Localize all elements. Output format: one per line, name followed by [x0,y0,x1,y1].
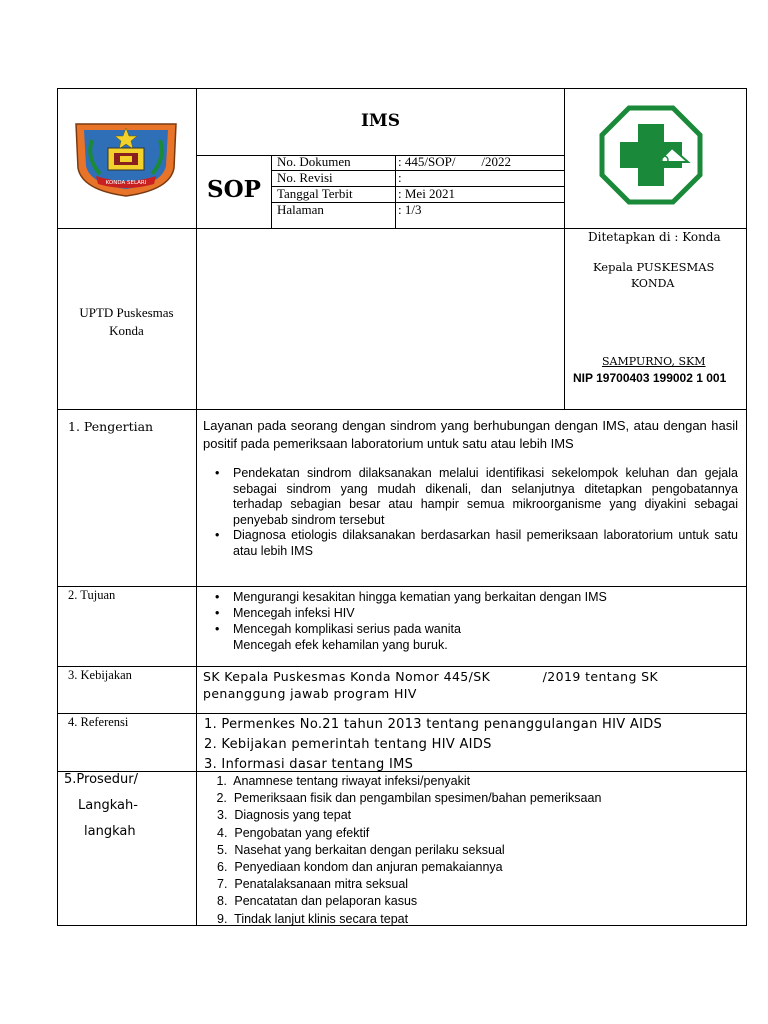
table-border-right [746,88,747,926]
list-item: 1. Anamnese tentang riwayat infeksi/penyakit [213,774,471,788]
kepala-line2: KONDA [631,277,675,290]
list-item: 3. Diagnosis yang tepat [217,808,352,823]
signer-nip: NIP 19700403 199002 1 001 [573,371,727,385]
document-title: IMS [360,111,401,131]
prosedur-list [213,773,601,928]
field-value-no-revisi: : [398,170,402,185]
section-label-prosedur-line1: 5.Prosedur/ [64,772,139,787]
field-value-tanggal-terbit: : Mei 2021 [398,186,456,201]
fields-divider [395,155,396,228]
list-item: • Pendekatan sindrom dilaksanakan melalui identifikasi sekelompok keluhan dan gejala sebagai sindrom yang mudah dikenali, dan selanjutnya ditetapkan pengobatannya terhadap sebagian besar atau hampir semua mikroorganisme yang diyakini sebagai penyebab sindrom tersebut [215,466,738,528]
header-right-divider [564,88,565,409]
unit-name-line1: UPTD Puskesmas [79,305,174,320]
list-item: 8. Pencatatan dan pelaporan kasus [217,894,418,909]
tujuan-bullet-list [215,589,738,637]
tujuan-extra-line: Mencegah efek kehamilan yang buruk. [233,638,448,652]
regional-emblem-logo [70,118,182,198]
unit-name-line2: Konda [109,323,144,338]
list-item: • Mencegah infeksi HIV [215,605,738,621]
field-value-no-dokumen: : 445/SOP/ /2022 [398,154,512,169]
row-line-pengertian [57,586,747,587]
kebijakan-line1: SK Kepala Puskesmas Konda Nomor 445/SK /2019 tentang SK [203,669,659,684]
list-item: 5. Nasehat yang berkaitan dengan perilaku seksual [217,842,505,857]
list-item: 6. Penyediaan kondom dan anjuran pemakaiannya [217,860,503,875]
column-divider [196,88,197,926]
list-item: 1. Permenkes No.21 tahun 2013 tentang penanggulangan HIV AIDS [204,717,663,732]
section-label-prosedur-line2: Langkah- [78,798,138,813]
puskesmas-logo [598,104,704,206]
list-item: 7. Penatalaksanaan mitra seksual [217,877,409,892]
row-line-identity [57,409,747,410]
row-line-tujuan [57,666,747,667]
field-label-no-revisi: No. Revisi [277,170,333,185]
sop-label-divider [271,155,272,228]
list-item: • Mengurangi kesakitan hingga kematian yang berkaitan dengan IMS [215,589,738,605]
signer-name: SAMPURNO, SKM [602,355,706,368]
referensi-list [204,715,662,775]
list-item: 3. Informasi dasar tentang IMS [204,757,414,772]
field-label-no-dokumen: No. Dokumen [277,154,351,169]
list-item: • Mencegah komplikasi serius pada wanita [215,621,738,637]
section-label-prosedur-line3: langkah [84,824,136,839]
list-item: • Diagnosa etiologis dilaksanakan berdasarkan hasil pemeriksaan laboratorium untuk satu atau lebih IMS [215,528,738,559]
row-line-kebijakan [57,713,747,714]
section-label-tujuan: 2. Tujuan [68,588,116,602]
regional-emblem-icon [70,118,182,198]
puskesmas-cross-icon [598,104,704,206]
section-label-pengertian: 1. Pengertian [68,419,154,434]
list-item: 9. Tindak lanjut klinis secara tepat [217,911,409,926]
field-label-halaman: Halaman [277,202,324,217]
table-border-left [57,88,58,926]
sop-label: SOP [207,176,261,203]
list-item: 4. Pengobatan yang efektif [217,825,370,840]
svg-text:KONDA SELARI: KONDA SELARI [105,180,147,186]
ditetapkan-text: Ditetapkan di : Konda [588,230,721,244]
pengertian-intro: Layanan pada seorang dengan sindrom yang berhubungan dengan IMS, atau dengan hasil positif pada pemeriksaan laboratorium untuk satu atau lebih IMS [203,418,738,451]
list-item: 2. Pemeriksaan fisik dan pengambilan spesimen/bahan pemeriksaan [213,791,602,806]
kebijakan-line2: penanggung jawab program HIV [203,686,417,701]
kepala-line1: Kepala PUSKESMAS [593,260,715,274]
field-label-tanggal-terbit: Tanggal Terbit [277,186,353,201]
list-item: 2. Kebijakan pemerintah tentang HIV AIDS [204,737,492,752]
pengertian-bullet-list [215,466,738,559]
table-border-top [57,88,747,89]
header-bottom-line [57,228,747,229]
section-label-referensi: 4. Referensi [68,715,129,729]
section-label-kebijakan: 3. Kebijakan [68,668,132,682]
field-value-halaman: : 1/3 [398,202,422,217]
